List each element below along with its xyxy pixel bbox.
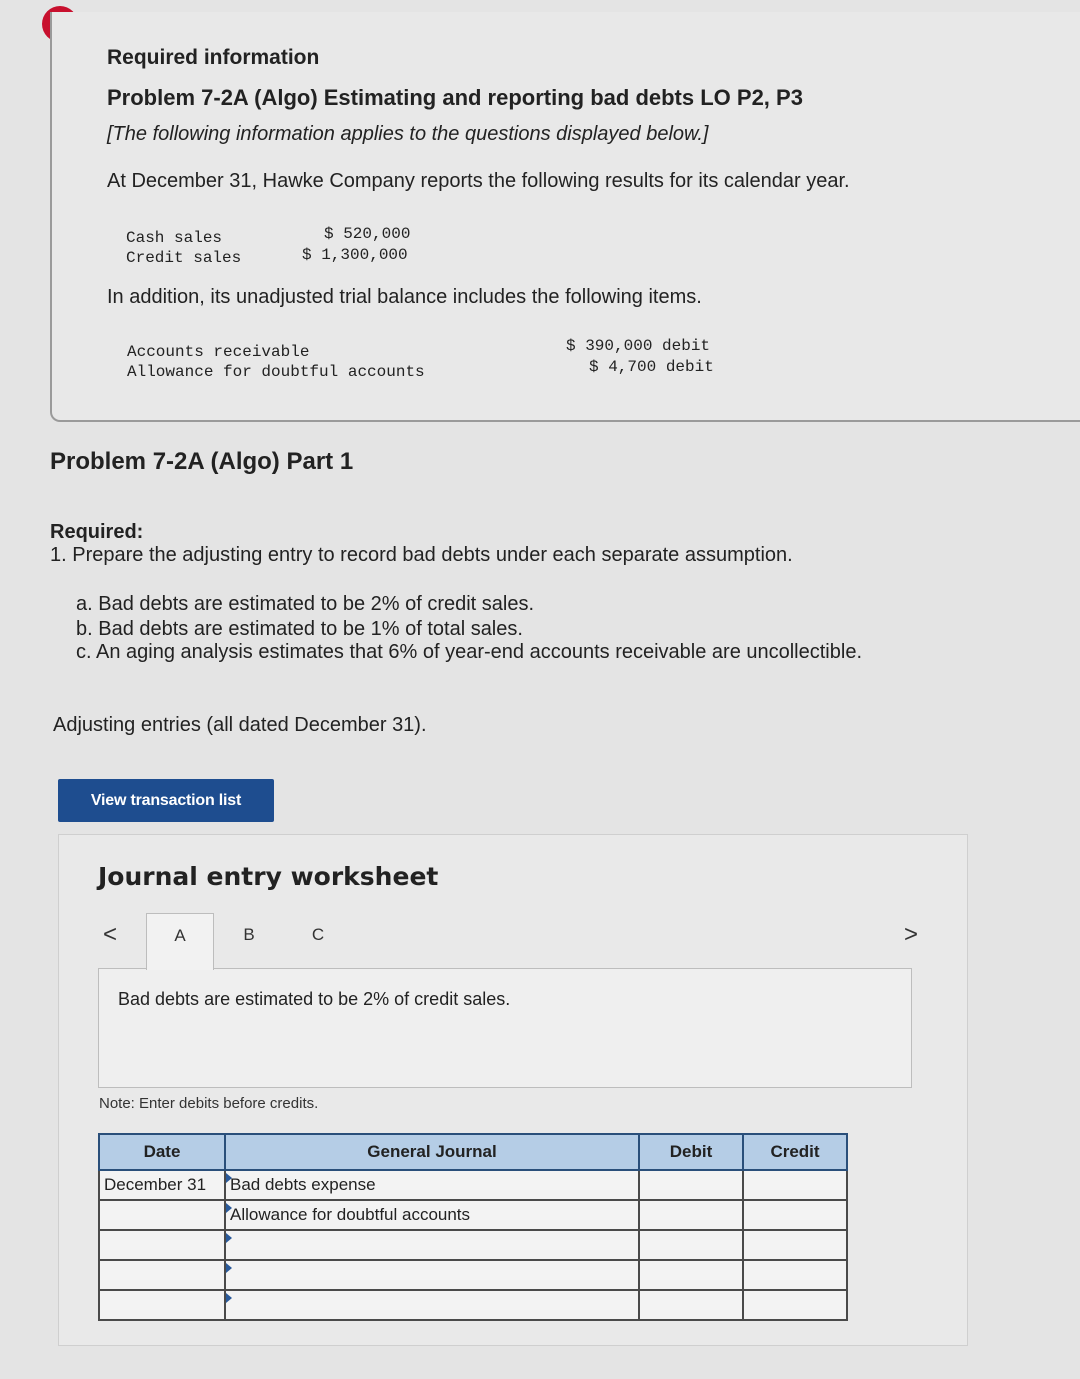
entry-description: Bad debts are estimated to be 2% of credit sales. (118, 989, 511, 1009)
sales-value-cash: $ 520,000 (324, 225, 411, 243)
journal-table (98, 1133, 848, 1321)
col-journal-header: General Journal (225, 1134, 639, 1170)
credit-input[interactable] (743, 1170, 847, 1200)
tab-b[interactable]: B (243, 925, 255, 944)
account-cell[interactable] (225, 1260, 639, 1290)
part-title: Problem 7-2A (Algo) Part 1 (50, 448, 354, 475)
col-debit-header: Debit (639, 1134, 743, 1170)
trial-label-allowance: Allowance for doubtful accounts (127, 363, 425, 381)
debit-credit-note: Note: Enter debits before credits. (99, 1095, 319, 1112)
date-cell[interactable] (99, 1260, 225, 1290)
col-date-header: Date (99, 1134, 225, 1170)
worksheet-title: Journal entry worksheet (98, 862, 439, 891)
date-cell[interactable] (99, 1230, 225, 1260)
date-cell[interactable] (99, 1290, 225, 1320)
trial-balance-intro: In addition, its unadjusted trial balance includes the following items. (107, 286, 702, 308)
tab-c[interactable]: C (311, 925, 325, 944)
credit-input[interactable] (743, 1290, 847, 1320)
assumption-a: a. Bad debts are estimated to be 2% of credit sales. (76, 593, 535, 615)
sales-label-credit: Credit sales (126, 249, 242, 267)
account-cell[interactable]: Bad debts expense (225, 1170, 639, 1200)
date-cell[interactable] (99, 1200, 225, 1230)
applies-note: [The following information applies to the questions displayed below.] (107, 123, 709, 145)
next-arrow-icon[interactable]: > (904, 921, 919, 948)
required-info-heading: Required information (107, 46, 320, 69)
credit-input[interactable] (743, 1230, 847, 1260)
debit-input[interactable] (639, 1230, 743, 1260)
debit-input[interactable] (639, 1200, 743, 1230)
account-cell[interactable] (225, 1230, 639, 1260)
date-cell[interactable]: December 31 (99, 1170, 225, 1200)
table-row (99, 1290, 847, 1320)
intro-text: At December 31, Hawke Company reports the following results for its calendar year. (107, 170, 850, 192)
table-row (99, 1230, 847, 1260)
debit-input[interactable] (639, 1260, 743, 1290)
table-row (99, 1260, 847, 1290)
adjusting-note: Adjusting entries (all dated December 31). (53, 714, 427, 736)
instruction-text: 1. Prepare the adjusting entry to record bad debts under each separate assumption. (50, 544, 793, 566)
sales-value-credit: $ 1,300,000 (302, 246, 408, 264)
prev-arrow-icon[interactable]: < (103, 921, 118, 948)
debit-input[interactable] (639, 1170, 743, 1200)
assumption-c: c. An aging analysis estimates that 6% of year-end accounts receivable are uncollectible. (76, 641, 862, 663)
credit-input[interactable] (743, 1260, 847, 1290)
trial-label-ar: Accounts receivable (127, 343, 310, 361)
table-row (99, 1170, 847, 1200)
col-credit-header: Credit (743, 1134, 847, 1170)
table-row (99, 1200, 847, 1230)
entry-description-box (98, 968, 912, 1088)
tab-a[interactable]: A (146, 913, 214, 970)
credit-input[interactable] (743, 1200, 847, 1230)
required-label: Required: (50, 521, 144, 543)
assumption-b: b. Bad debts are estimated to be 1% of total sales. (76, 618, 523, 640)
trial-value-allowance: $ 4,700 debit (589, 358, 714, 376)
debit-input[interactable] (639, 1290, 743, 1320)
problem-title: Problem 7-2A (Algo) Estimating and reporting bad debts LO P2, P3 (107, 85, 803, 110)
account-cell[interactable]: Allowance for doubtful accounts (225, 1200, 639, 1230)
trial-value-ar: $ 390,000 debit (566, 337, 711, 355)
view-transaction-list-button[interactable]: View transaction list (58, 779, 274, 822)
account-cell[interactable] (225, 1290, 639, 1320)
sales-label-cash: Cash sales (126, 229, 223, 247)
